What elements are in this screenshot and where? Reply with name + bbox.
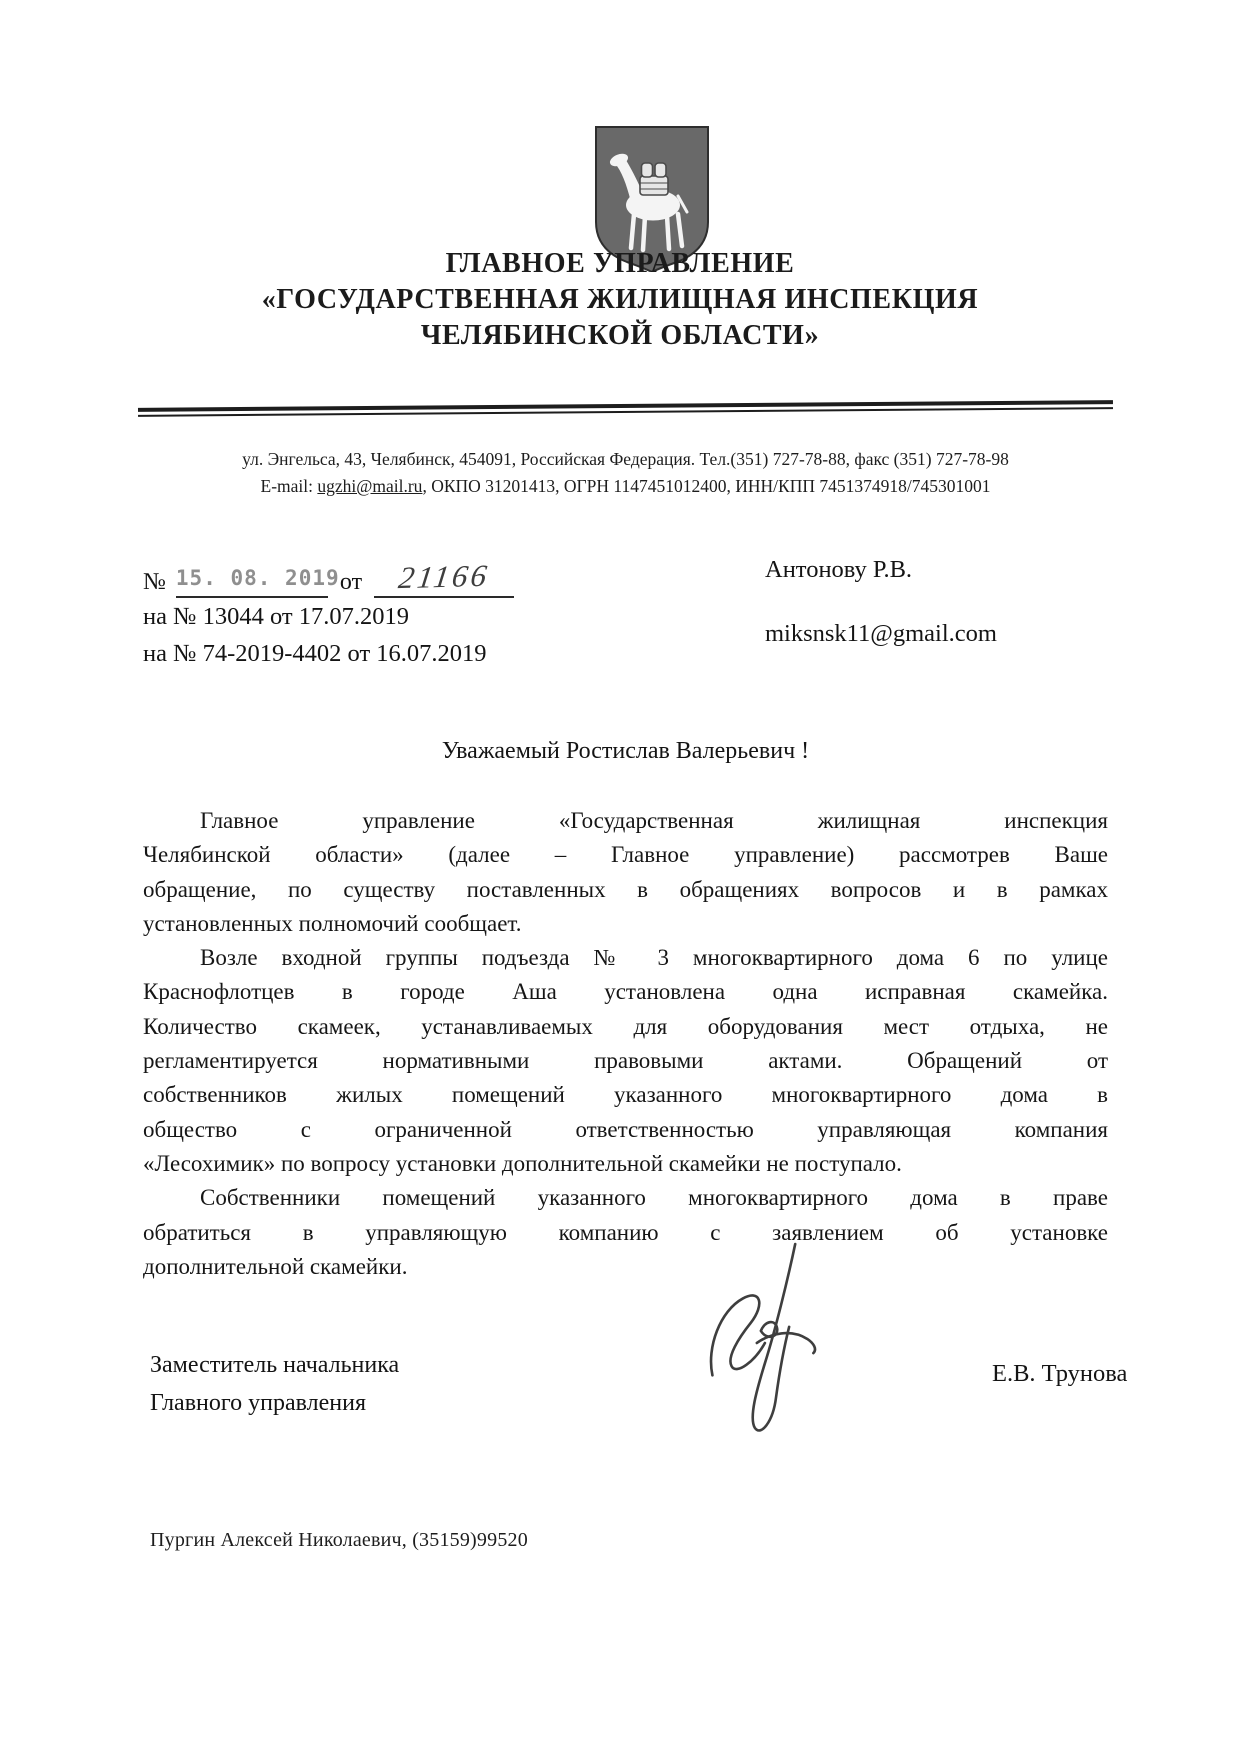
org-title-line3: ЧЕЛЯБИНСКОЙ ОБЛАСТИ» xyxy=(420,320,820,351)
recipient-block xyxy=(765,556,997,648)
org-title-line2: «ГОСУДАРСТВЕННАЯ ЖИЛИЩНАЯ ИНСПЕКЦИЯ xyxy=(261,284,979,315)
handwritten-signature xyxy=(698,1238,850,1450)
number-label: № xyxy=(143,569,166,595)
body-line: Возле входной группы подъезда № 3 многоквартирного дома 6 по улице xyxy=(200,945,1108,971)
handwritten-number: 21166 xyxy=(396,557,492,596)
ot-label: от xyxy=(339,569,363,595)
body-line: обращение, по существу поставленных в обращениях вопросов и в рамках xyxy=(143,876,1108,902)
outgoing-number-field xyxy=(374,559,514,598)
recipient-name: Антонову Р.В. xyxy=(765,556,913,583)
recipient-email: miksnsk11@gmail.com xyxy=(765,620,997,647)
body-line: Челябинской области» (далее – Главное управление) рассмотрев Ваше xyxy=(143,842,1108,868)
letterhead-divider xyxy=(138,400,1113,417)
body-line: регламентируется нормативными правовыми актами. Обращений от xyxy=(143,1048,1108,1074)
body-line: Собственники помещений указанного многоквартирного дома в праве xyxy=(200,1185,1108,1211)
signer-position-line2: Главного управления xyxy=(150,1390,366,1416)
body-line: Количество скамеек, устанавливаемых для оборудования мест отдыха, не xyxy=(143,1013,1108,1039)
body-line: установленных полномочий сообщает. xyxy=(143,910,522,936)
incoming-ref-2: на № 74-2019-4402 от 16.07.2019 xyxy=(143,640,487,667)
reference-block xyxy=(143,550,514,672)
body-line: «Лесохимик» по вопросу установки дополнительной скамейки не поступало. xyxy=(143,1150,902,1176)
letter-body xyxy=(143,804,1108,1284)
body-line: общество с ограниченной ответственностью управляющая компания xyxy=(143,1116,1108,1142)
org-address-line: ул. Энгельса, 43, Челябинск, 454091, Российская Федерация. Тел.(351) 727-78-88, факс (351) 727-78-98 xyxy=(242,449,1009,469)
org-codes: , ОКПО 31201413, ОГРН 1147451012400, ИНН/КПП 7451374918/745301001 xyxy=(422,476,991,496)
org-email: ugzhi@mail.ru xyxy=(317,476,423,496)
body-line: дополнительной скамейки. xyxy=(143,1253,408,1279)
salutation: Уважаемый Ростислав Валерьевич ! xyxy=(441,738,810,764)
date-stamp: 15. 08. 2019 xyxy=(175,566,340,590)
signer-name: Е.В. Трунова xyxy=(992,1360,1128,1387)
paragraph-2 xyxy=(143,941,1108,1181)
executor-contact: Пургин Алексей Николаевич, (35159)99520 xyxy=(150,1529,528,1551)
signer-position xyxy=(150,1346,399,1422)
org-title xyxy=(0,246,1240,354)
paragraph-1 xyxy=(143,804,1108,941)
signer-position-line1: Заместитель начальника xyxy=(150,1352,400,1378)
body-line: собственников жилых помещений указанного многоквартирного дома в xyxy=(143,1082,1108,1108)
paragraph-3 xyxy=(143,1181,1108,1284)
email-label: E-mail: xyxy=(260,476,318,496)
body-line: Краснофлотцев в городе Аша установлена одна исправная скамейка. xyxy=(143,979,1108,1005)
body-line: обратиться в управляющую компанию с заявлением об установке xyxy=(143,1219,1108,1245)
outgoing-ref-line xyxy=(143,550,514,598)
body-line: Главное управление «Государственная жилищная инспекция xyxy=(200,808,1108,833)
org-title-line1: ГЛАВНОЕ УПРАВЛЕНИЕ xyxy=(445,248,795,279)
incoming-ref-1: на № 13044 от 17.07.2019 xyxy=(143,603,409,630)
org-requisites xyxy=(138,446,1113,500)
org-requisites-line xyxy=(138,473,1113,500)
date-stamp-field xyxy=(175,565,340,598)
